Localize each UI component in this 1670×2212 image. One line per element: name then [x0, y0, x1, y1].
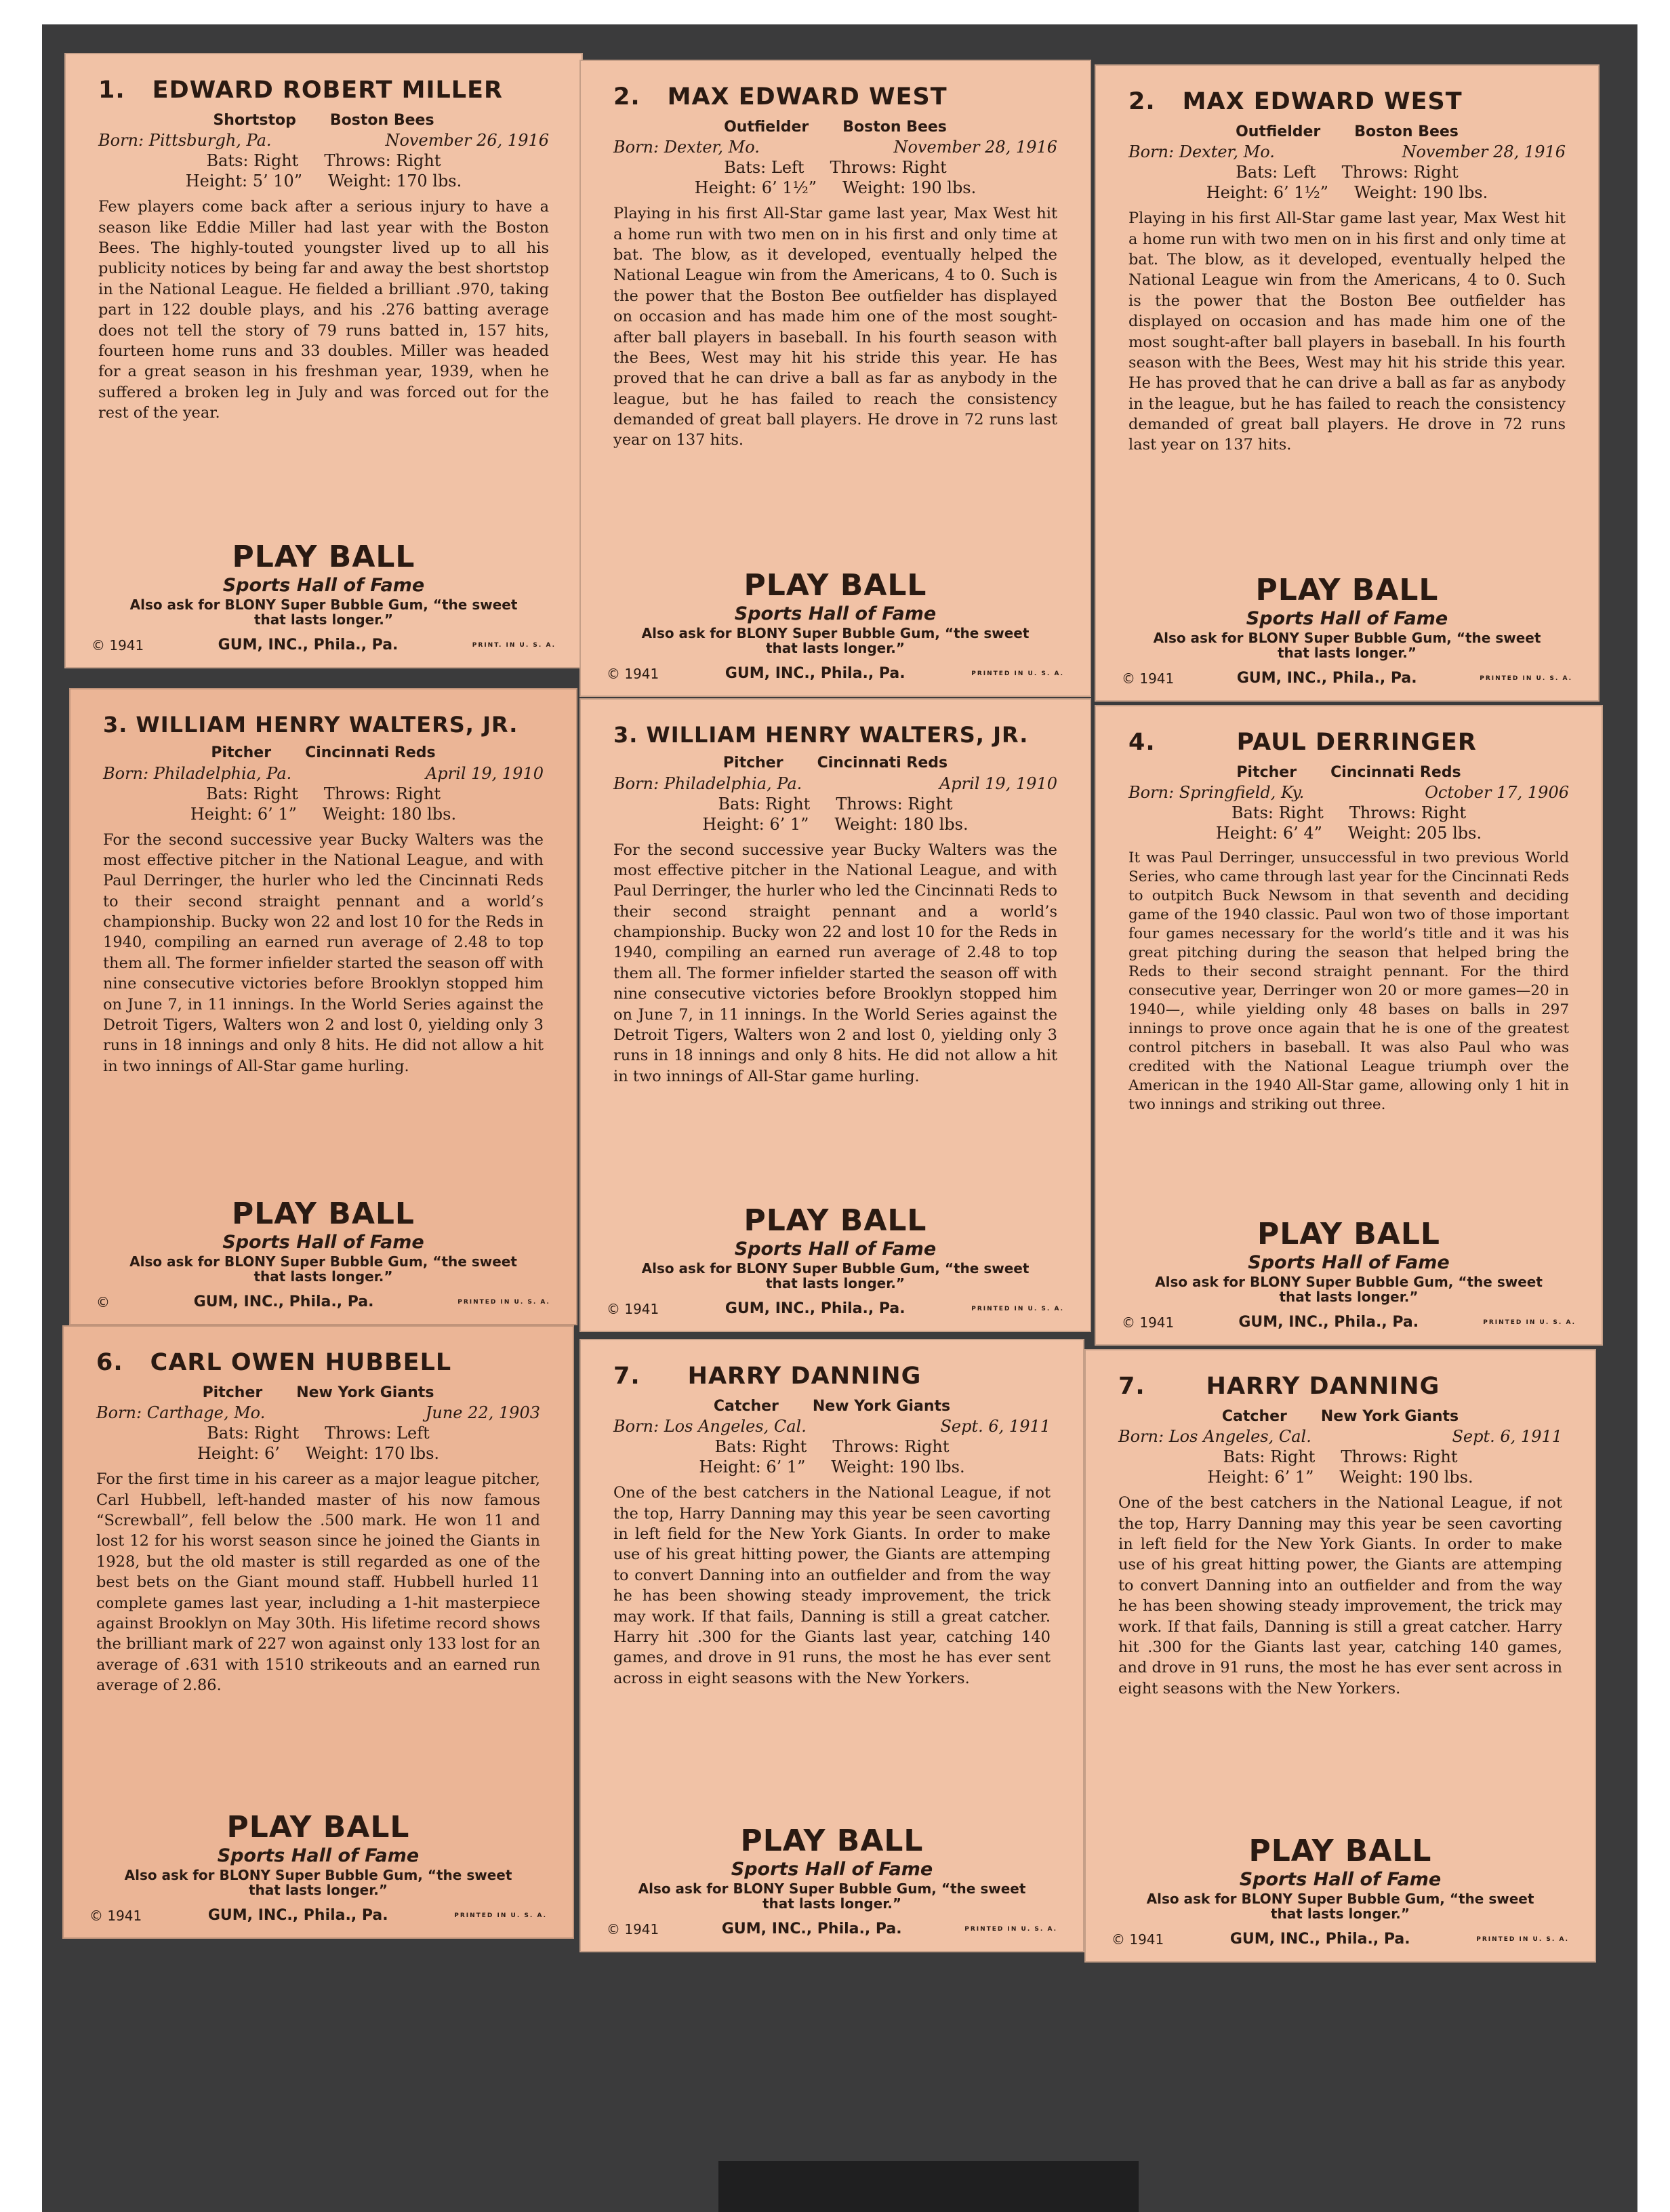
- ask-line-2: that lasts longer.”: [762, 1895, 901, 1912]
- copyright: © 1941: [607, 1921, 659, 1937]
- play-ball-heading: PLAY BALL: [1257, 1216, 1440, 1251]
- bio-text: For the second successive year Bucky Walters was the most effective pitcher in the National League, and with Paul Derringer, the hurler who led the Cincinnati Reds to their second straight pennant and a world’s championship. Bucky won 22 and lost 10 for the Reds in 1940, compiling an earned run average of 2.48 to top them all. The former infielder started the season off with nine consecutive victories before Brooklyn stopped him on June 7, in 11 innings. In the World Series against the Detroit Tigers, Walters won 2 and lost 0, yielding only 3 runs in 18 innings and only 8 hits. He did not allow a hit in two innings of All-Star game hurling.: [103, 830, 544, 1075]
- imprint: [607, 1300, 1064, 1317]
- position-team: Outfielder Boston Bees: [1236, 123, 1459, 140]
- printed-in: PRINT. IN U. S. A.: [472, 641, 556, 649]
- imprint: [607, 1921, 1057, 1937]
- ask-line: Also ask for BLONY Super Bubble Gum, “the sweet: [1155, 1274, 1543, 1290]
- card-title: 6. CARL OWEN HUBBELL: [96, 1349, 452, 1376]
- card-footer: [1122, 1218, 1576, 1331]
- ask-line: Also ask for BLONY Super Bubble Gum, “the sweet: [1146, 1891, 1534, 1907]
- card-footer: [1122, 574, 1572, 687]
- maker: GUM, INC., Phila., Pa.: [1229, 1931, 1410, 1948]
- printed-in: PRINTED IN U. S. A.: [964, 1925, 1057, 1933]
- bio-text: Playing in his first All-Star game last year, Max West hit a home run with two men on in his first and only time at bat. The blow, as it developed, eventually helped the National League win from the Americans, 4 to 0. Such is the power that the Boston Bee outfielder has displayed on occasion and has made him one of the most sought-after ball players in baseball. In his fourth season with the Bees, West may hit his stride this year. He has proved that he can drive a ball as far as anybody in the league, but he has failed to reach the consistency demanded of great ball players. He drove in 72 runs last year on 137 hits.: [613, 205, 1057, 449]
- position-team: Catcher New York Giants: [713, 1397, 951, 1415]
- card-derringer: [1095, 705, 1603, 1346]
- ask-line: Also ask for BLONY Super Bubble Gum, “the sweet: [1153, 630, 1541, 646]
- position-team: Pitcher Cincinnati Reds: [1236, 763, 1461, 781]
- bats-throws: Bats: Right Throws: Right: [1223, 1447, 1458, 1467]
- play-ball-heading: PLAY BALL: [740, 1823, 924, 1858]
- play-ball-heading: PLAY BALL: [232, 539, 415, 574]
- card-footer: [607, 569, 1064, 682]
- scanner-tab: [718, 2161, 1139, 2212]
- position-team: Catcher New York Giants: [1221, 1407, 1459, 1425]
- position-team: Pitcher Cincinnati Reds: [722, 755, 948, 771]
- maker: GUM, INC., Phila., Pa.: [1236, 670, 1417, 687]
- hall-of-fame-line: Sports Hall of Fame: [217, 1845, 420, 1866]
- imprint: [1122, 1314, 1576, 1331]
- height-weight: Height: 6’ 1” Weight: 180 lbs.: [190, 804, 457, 824]
- ask-line-2: that lasts longer.”: [1271, 1906, 1410, 1922]
- play-ball-heading: PLAY BALL: [226, 1809, 410, 1845]
- printed-in: PRINTED IN U. S. A.: [1480, 675, 1572, 682]
- card-title: 1. EDWARD ROBERT MILLER: [98, 77, 503, 104]
- hall-of-fame-line: Sports Hall of Fame: [731, 1858, 933, 1880]
- ask-line: Also ask for BLONY Super Bubble Gum, “the sweet: [124, 1867, 512, 1883]
- bats-throws: Bats: Right Throws: Left: [207, 1424, 430, 1443]
- bio-text: For the second successive year Bucky Walters was the most effective pitcher in the National League, and with Paul Derringer, the hurler who led the Cincinnati Reds to their second straight pennant and a world’s championship. Bucky won 22 and lost 10 for the Reds in 1940, compiling an earned run average of 2.48 to top them all. The former infielder started the season off with nine consecutive victories before Brooklyn stopped him on June 7, in 11 innings. In the World Series against the Detroit Tigers, Walters won 2 and lost 0, yielding only 3 runs in 18 innings and only 8 hits. He did not allow a hit in two innings of All-Star game hurling.: [613, 841, 1057, 1085]
- bats-throws: Bats: Right Throws: Right: [718, 794, 953, 813]
- hall-of-fame-line: Sports Hall of Fame: [1246, 607, 1448, 629]
- height-weight: Height: 6’ Weight: 170 lbs.: [197, 1444, 440, 1464]
- printed-in: PRINTED IN U. S. A.: [971, 670, 1064, 677]
- height-weight: Height: 5’ 10” Weight: 170 lbs.: [185, 172, 462, 191]
- born-line: Born: Springfield, Ky. October 17, 1906: [1128, 783, 1569, 803]
- copyright: © 1941: [89, 1907, 142, 1924]
- height-weight: Height: 6’ 4” Weight: 205 lbs.: [1215, 824, 1482, 843]
- card-hubbell: [62, 1325, 574, 1939]
- height-weight: Height: 6’ 1” Weight: 190 lbs.: [1207, 1468, 1473, 1487]
- card-title: 2. MAX EDWARD WEST: [1128, 88, 1463, 115]
- maker: GUM, INC., Phila., Pa.: [725, 1300, 905, 1317]
- play-ball-heading: PLAY BALL: [232, 1196, 415, 1231]
- card-title: 2. MAX EDWARD WEST: [613, 83, 948, 110]
- born-line: Born: Los Angeles, Cal. Sept. 6, 1911: [1118, 1427, 1562, 1447]
- card-footer: [89, 1811, 547, 1924]
- card-title: 7. HARRY DANNING: [1118, 1373, 1440, 1400]
- copyright: © 1941: [1122, 670, 1175, 687]
- copyright: © 1941: [1112, 1931, 1164, 1948]
- hall-of-fame-line: Sports Hall of Fame: [734, 1238, 937, 1260]
- maker: GUM, INC., Phila., Pa.: [1238, 1314, 1419, 1331]
- bats-throws: Bats: Right Throws: Right: [714, 1437, 950, 1457]
- bats-throws: Bats: Left Throws: Right: [724, 158, 947, 178]
- copyright: © 1941: [1122, 1314, 1175, 1331]
- ask-line: Also ask for BLONY Super Bubble Gum, “the sweet: [641, 1260, 1030, 1276]
- imprint: [1122, 670, 1572, 687]
- bio-text: Playing in his first All-Star game last year, Max West hit a home run with two men on in his first and only time at bat. The blow, as it developed, eventually helped the National League win from the Americans, 4 to 0. Such is the power that the Boston Bee outfielder has displayed on occasion and has made him one of the most sought-after ball players in baseball. In his fourth season with the Bees, West may hit his stride this year. He has proved that he can drive a ball as far as anybody in the league, but he has failed to reach the consistency demanded of great ball players. He drove in 72 runs last year on 137 hits.: [1128, 209, 1566, 454]
- card-title: 3. WILLIAM HENRY WALTERS, JR.: [613, 722, 1029, 748]
- ask-line-2: that lasts longer.”: [766, 1275, 905, 1291]
- bats-throws: Bats: Right Throws: Right: [206, 151, 441, 171]
- ask-line: Also ask for BLONY Super Bubble Gum, “the sweet: [641, 625, 1030, 641]
- imprint: [89, 1907, 547, 1924]
- card-danning-a: [579, 1339, 1084, 1952]
- bio-text: Few players come back after a serious injury to have a season like Eddie Miller had last year with the Boston Bees. The highly-touted youngster lived up to all his publicity notices by being far and away the best shortstop in the National League. He fielded a brilliant .970, taking part in 122 double plays, and his .276 batting average does not tell the story of 79 runs batted in, 157 hits, fourteen home runs and 33 doubles. Miller was headed for a great season in his freshman year, 1939, when he suffered a broken leg in July and was forced out for the rest of the year.: [98, 198, 549, 422]
- position-team: Pitcher Cincinnati Reds: [211, 744, 436, 761]
- height-weight: Height: 6’ 1” Weight: 180 lbs.: [702, 814, 969, 834]
- imprint: [91, 637, 556, 653]
- born-line: Born: Carthage, Mo. June 22, 1903: [96, 1403, 540, 1423]
- imprint: [96, 1293, 550, 1310]
- card-west-b: [1095, 64, 1600, 702]
- play-ball-heading: PLAY BALL: [1248, 1833, 1432, 1868]
- card-footer: [91, 541, 556, 653]
- copyright: © 1941: [91, 637, 144, 653]
- card-footer: [96, 1198, 550, 1310]
- hall-of-fame-line: Sports Hall of Fame: [222, 574, 425, 596]
- bats-throws: Bats: Right Throws: Right: [1231, 803, 1466, 823]
- ask-line-2: that lasts longer.”: [1278, 645, 1417, 661]
- copyright: © 1941: [607, 1300, 659, 1317]
- maker: GUM, INC., Phila., Pa.: [207, 1907, 388, 1924]
- card-footer: [607, 1205, 1064, 1317]
- play-ball-heading: PLAY BALL: [744, 1203, 927, 1238]
- imprint: [1112, 1931, 1569, 1948]
- position-team: Shortstop Boston Bees: [213, 111, 434, 129]
- ask-line-2: that lasts longer.”: [766, 640, 905, 656]
- bio-text: One of the best catchers in the National League, if not the top, Harry Danning may this year be seen cavorting in left field for the New York Giants. In order to make use of his great hitting power, the Giants are attemping to convert Danning into an outfielder and from the way he has been showing steady improvement, the trick may work. If that fails, Danning is still a great catcher. Harry hit .300 for the Giants last year, catching 140 games, and drove in 91 runs, the most he has ever sent across in eight seasons with the New Yorkers.: [613, 1484, 1051, 1687]
- bio-text: For the first time in his career as a major league pitcher, Carl Hubbell, left-handed master of his now famous “Screwball”, fell below the .500 mark. He won 11 and lost 12 for his worst season since he joined the Giants in 1928, but the old master is still regarded as one of the best bets on the Giant mound staff. Hubbell hurled 11 complete games last year, including a 1-hit masterpiece against Brooklyn on May 30th. His lifetime record shows the brilliant mark of 227 won against only 133 lost for an average of .631 with 1510 strikeouts and an earned run average of 2.86.: [96, 1470, 540, 1695]
- copyright: © 1941: [607, 665, 659, 682]
- bats-throws: Bats: Left Throws: Right: [1236, 163, 1459, 182]
- card-walters-b: [579, 698, 1091, 1332]
- ask-line: Also ask for BLONY Super Bubble Gum, “the sweet: [638, 1881, 1026, 1897]
- ask-line: Also ask for BLONY Super Bubble Gum, “the sweet: [129, 1253, 517, 1270]
- maker: GUM, INC., Phila., Pa.: [725, 665, 905, 682]
- printed-in: PRINTED IN U. S. A.: [454, 1912, 547, 1919]
- play-ball-heading: PLAY BALL: [1255, 572, 1439, 607]
- born-line: Born: Pittsburgh, Pa. November 26, 1916: [98, 131, 549, 150]
- card-west-a: [579, 60, 1091, 697]
- copyright: ©: [96, 1293, 110, 1310]
- ask-line: Also ask for BLONY Super Bubble Gum, “the sweet: [129, 597, 518, 613]
- bio-text: One of the best catchers in the National League, if not the top, Harry Danning may this year be seen cavorting in left field for the New York Giants. In order to make use of his great hitting power, the Giants are attemping to convert Danning into an outfielder and from the way he has been showing steady improvement, the trick may work. If that fails, Danning is still a great catcher. Harry hit .300 for the Giants last year, catching 140 games, and drove in 91 runs, the most he has ever sent across in eight seasons with the New Yorkers.: [1118, 1494, 1562, 1697]
- card-title: 7. HARRY DANNING: [613, 1363, 922, 1390]
- position-team: Outfielder Boston Bees: [724, 118, 947, 136]
- born-line: Born: Dexter, Mo. November 28, 1916: [1128, 142, 1566, 162]
- printed-in: PRINTED IN U. S. A.: [1476, 1935, 1569, 1943]
- printed-in: PRINTED IN U. S. A.: [457, 1298, 550, 1306]
- play-ball-heading: PLAY BALL: [744, 567, 927, 603]
- bats-throws: Bats: Right Throws: Right: [205, 784, 441, 803]
- card-footer: [607, 1825, 1057, 1937]
- hall-of-fame-line: Sports Hall of Fame: [1239, 1868, 1442, 1890]
- hall-of-fame-line: Sports Hall of Fame: [1248, 1251, 1450, 1273]
- born-line: Born: Philadelphia, Pa. April 19, 1910: [613, 773, 1057, 793]
- maker: GUM, INC., Phila., Pa.: [193, 1293, 374, 1310]
- card-walters-a: [69, 688, 577, 1325]
- ask-line-2: that lasts longer.”: [254, 611, 393, 628]
- position-team: Pitcher New York Giants: [202, 1384, 434, 1401]
- hall-of-fame-line: Sports Hall of Fame: [222, 1231, 424, 1253]
- hall-of-fame-line: Sports Hall of Fame: [734, 603, 937, 624]
- height-weight: Height: 6’ 1” Weight: 190 lbs.: [699, 1457, 965, 1477]
- card-footer: [1112, 1835, 1569, 1948]
- card-title: 4. PAUL DERRINGER: [1128, 729, 1477, 756]
- height-weight: Height: 6’ 1½” Weight: 190 lbs.: [694, 178, 977, 198]
- printed-in: PRINTED IN U. S. A.: [971, 1305, 1064, 1312]
- ask-line-2: that lasts longer.”: [1279, 1289, 1419, 1305]
- card-danning-b: [1084, 1349, 1596, 1963]
- maker: GUM, INC., Phila., Pa.: [218, 637, 399, 653]
- ask-line-2: that lasts longer.”: [253, 1268, 393, 1285]
- imprint: [607, 665, 1064, 682]
- bio-text: It was Paul Derringer, unsuccessful in two previous World Series, who came through last year for the Cincinnati Reds to outpitch Buck Newsom in that seventh and deciding game of the 1940 classic. Paul won two of those important four games necessary for the world’s title and it was his great pitching during the season that helped bring the Reds to their second straight pennant. For the third consecutive year, Derringer won 20 or more games—20 in 1940—, while yielding only 48 bases on balls in 297 innings to prove once again that he is one of the greatest control pitchers in baseball. It was also Paul who was credited with the National League triumph over the American in the 1940 All-Star game, allowing only 1 hit in two innings and striking out three.: [1128, 849, 1569, 1113]
- height-weight: Height: 6’ 1½” Weight: 190 lbs.: [1206, 183, 1488, 203]
- maker: GUM, INC., Phila., Pa.: [721, 1921, 902, 1937]
- born-line: Born: Los Angeles, Cal. Sept. 6, 1911: [613, 1417, 1051, 1436]
- card-miller: [64, 53, 583, 668]
- card-title: 3. WILLIAM HENRY WALTERS, JR.: [103, 712, 518, 738]
- born-line: Born: Dexter, Mo. November 28, 1916: [613, 138, 1057, 157]
- born-line: Born: Philadelphia, Pa. April 19, 1910: [103, 763, 544, 783]
- ask-line-2: that lasts longer.”: [249, 1882, 388, 1898]
- printed-in: PRINTED IN U. S. A.: [1483, 1319, 1576, 1326]
